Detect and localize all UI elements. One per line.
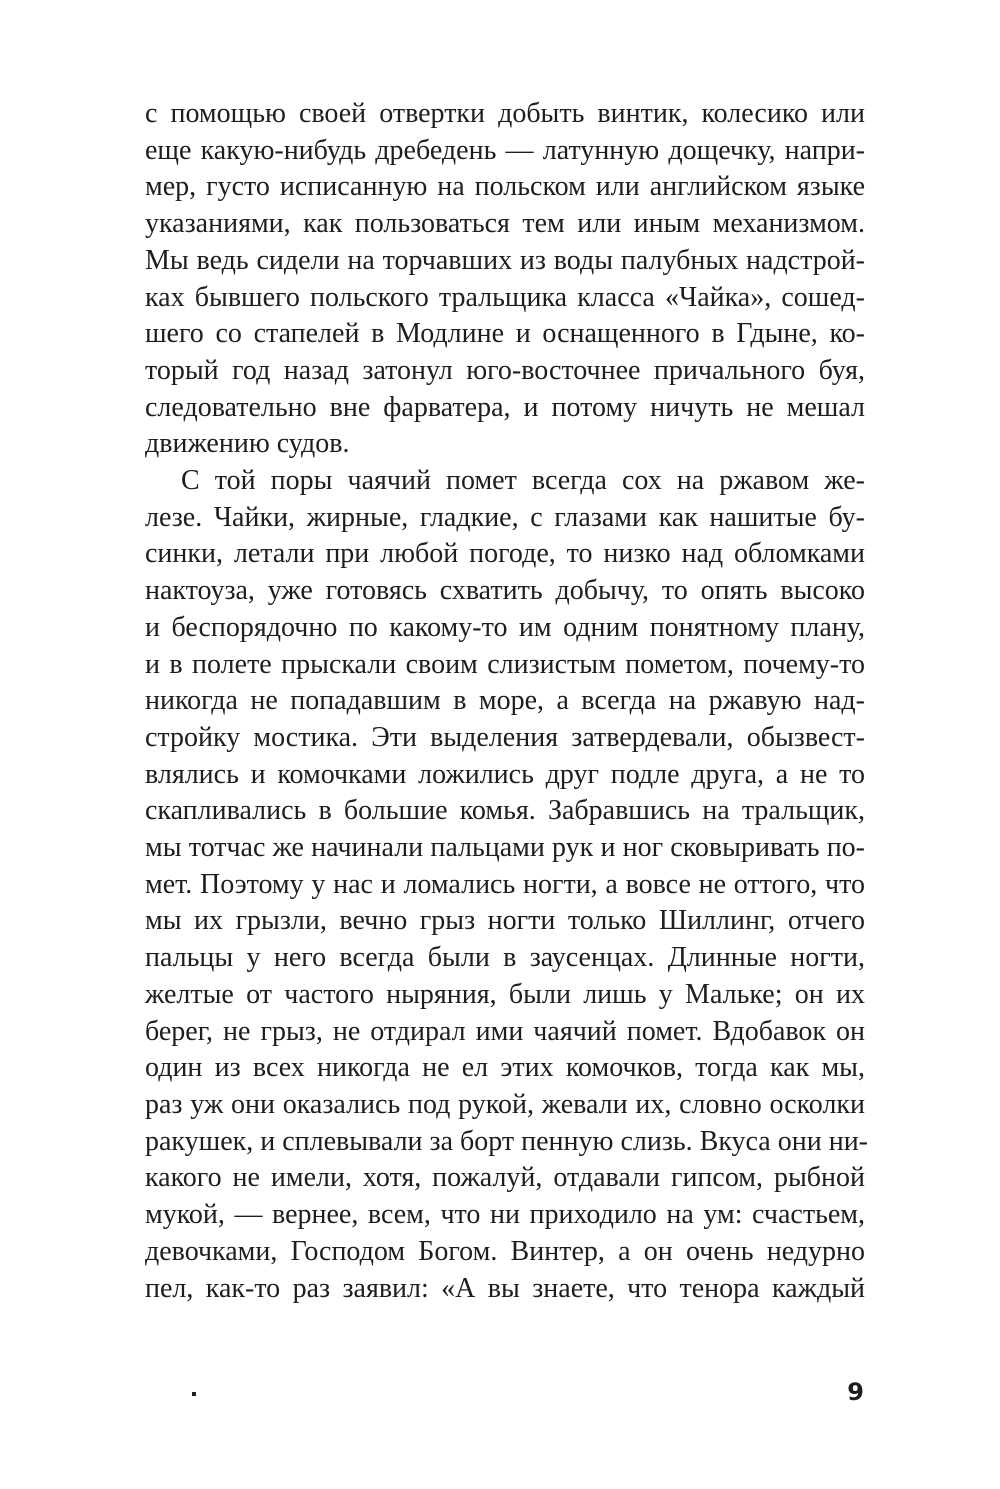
text-line: желтые от частого ныряния, были лишь у Мальке; он их (145, 978, 865, 1010)
text-line: мукой, — вернее, всем, что ни приходило на ум: счастьем, (145, 1199, 865, 1231)
text-line: один из всех никогда не ел этих комочков, тогда как мы, (145, 1052, 865, 1084)
text-line: какого не имели, хотя, пожалуй, отдавали гипсом, рыбной (145, 1162, 865, 1194)
text-line: скапливались в большие комья. Забравшись на тральщик, (145, 795, 865, 827)
text-line: и беспорядочно по какому-то им одним понятному плану, (145, 611, 865, 643)
paragraph-1 (145, 96, 865, 463)
text-line: Мы ведь сидели на торчавших из воды палубных надстрой- (145, 244, 865, 276)
text-line: пальцы у него всегда были в заусенцах. Длинные ногти, (145, 942, 865, 974)
text-line: синки, летали при любой погоде, то низко над обломками (145, 538, 865, 570)
text-line: мы их грызли, вечно грыз ногти только Шиллинг, отчего (145, 905, 865, 937)
page-number: 9 (847, 1378, 864, 1406)
page-body (145, 96, 868, 1307)
text-line: ракушек, и сплевывали за борт пенную слизь. Вкуса они ни- (145, 1125, 868, 1157)
text-line: пел, как-то раз заявил: «А вы знаете, что тенора каждый (145, 1272, 865, 1304)
text-line: и в полете прыскали своим слизистым пометом, почему-то (145, 648, 865, 680)
text-line: шего со стапелей в Модлине и оснащенного в Гдыне, ко- (145, 318, 865, 350)
text-line: мы тотчас же начинали пальцами рук и ног сковыривать по- (145, 832, 865, 864)
text-line: стройку мостика. Эти выделения затвердевали, обызвест- (145, 721, 865, 753)
footer-dot-mark (192, 1392, 196, 1396)
text-line: никогда не попадавшим в море, а всегда на ржавую над- (145, 685, 865, 717)
text-line: девочками, Господом Богом. Винтер, а он очень недурно (145, 1235, 865, 1267)
text-line: указаниями, как пользоваться тем или иным механизмом. (145, 208, 865, 240)
text-line: мер, густо исписанную на польском или английском языке (145, 171, 865, 203)
text-line: ках бывшего польского тральщика класса «Чайка», сошед- (145, 281, 865, 313)
text-line: нактоуза, уже готовясь схватить добычу, то опять высоко (145, 575, 865, 607)
text-line: еще какую-нибудь дребедень — латунную дощечку, напри- (145, 134, 865, 166)
text-line: раз уж они оказались под рукой, жевали их, словно осколки (145, 1088, 865, 1120)
text-line: следовательно вне фарватера, и потому ничуть не мешал (145, 391, 865, 423)
text-line: с помощью своей отвертки добыть винтик, колесико или (145, 98, 865, 129)
text-line: влялись и комочками ложились друг подле друга, а не то (145, 758, 865, 790)
text-line: мет. Поэтому у нас и ломались ногти, а вовсе не оттого, что (145, 868, 865, 900)
paragraph-2 (145, 463, 868, 1307)
text-line: берег, не грыз, не отдирал ими чаячий помет. Вдобавок он (145, 1015, 865, 1047)
text-line: движению судов. (145, 428, 350, 460)
text-line: С той поры чаячий помет всегда сох на ржавом же- (181, 465, 865, 497)
text-line: лезе. Чайки, жирные, гладкие, с глазами как нашитые бу- (145, 501, 865, 533)
text-line: торый год назад затонул юго-восточнее причального буя, (145, 354, 865, 386)
